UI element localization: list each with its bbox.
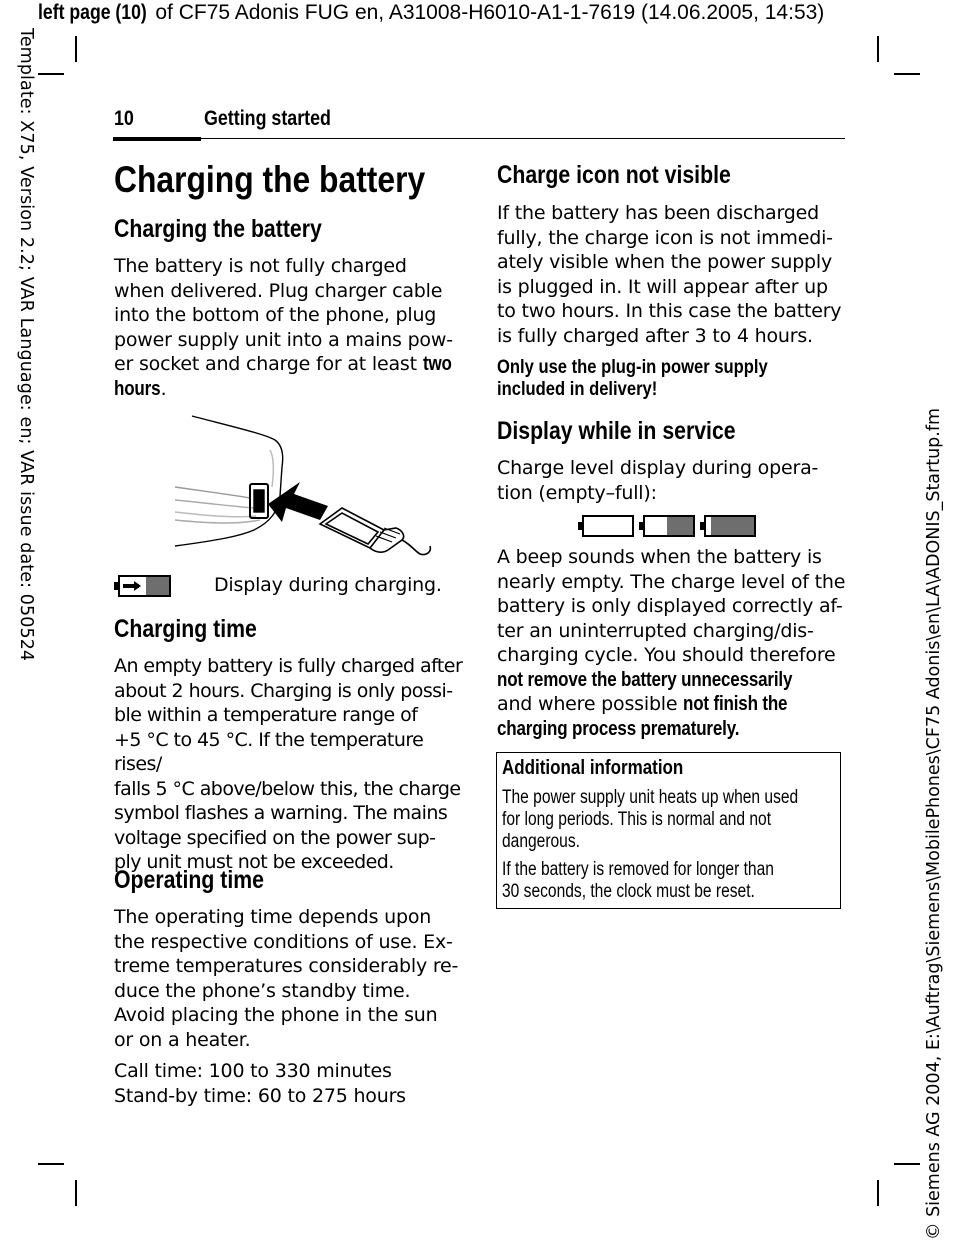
text-line: to two hours. In this case the battery <box>497 300 842 322</box>
text-line: or on a heater. <box>114 1028 251 1051</box>
battery-empty-icon <box>582 515 634 537</box>
text-line: falls 5 °C above/below this, the charge <box>114 777 461 800</box>
text-line: ply unit must not be exceeded. <box>114 851 394 873</box>
arrow-icon <box>268 482 328 522</box>
crop-mark <box>894 1163 920 1165</box>
text-line: An empty battery is fully charged after <box>114 655 463 677</box>
text-line: If the battery is removed for longer than <box>502 859 774 880</box>
charging-time-paragraph <box>114 654 474 875</box>
text-line: treme temperatures considerably re- <box>114 955 459 977</box>
power-supply-warning <box>497 356 816 400</box>
crop-mark <box>894 73 920 75</box>
text-line: charging cycle. You should therefore <box>497 644 836 666</box>
text-line: dangerous. <box>502 831 580 852</box>
template-info: Template: X75, Version 2.2; VAR Language: en; VAR issue date: 050524 <box>16 28 36 662</box>
text-line: +5 °C to 45 °C. If the temperature rises/ <box>114 728 424 775</box>
bold-emphasis: charging process prematurely. <box>497 717 740 740</box>
text-line: is fully charged after 3 to 4 hours. <box>497 324 813 347</box>
section-title: Getting started <box>204 107 331 130</box>
crop-mark <box>75 1180 77 1206</box>
text-line: er socket and charge for at least <box>114 353 423 375</box>
text-line: power supply unit into a mains pow- <box>114 328 453 351</box>
charger-illustration <box>170 412 440 564</box>
text-line: ately visible when the power supply <box>497 251 833 273</box>
warning-line: included in delivery! <box>497 378 658 400</box>
crop-mark <box>75 36 77 62</box>
text-line: If the battery has been discharged <box>497 202 819 224</box>
text-line: 30 seconds, the clock must be reset. <box>502 881 755 902</box>
battery-full-icon <box>704 515 756 537</box>
additional-info-box <box>496 752 841 909</box>
operating-time-paragraph <box>114 905 474 1052</box>
text-line: The battery is not fully charged <box>114 255 407 277</box>
subheading-charging: Charging the battery <box>114 215 322 243</box>
charging-display-label: Display during charging. <box>214 574 442 596</box>
bold-emphasis: two <box>422 353 452 375</box>
text-line: Charge level display during opera- <box>497 457 819 479</box>
text-line: battery is only displayed correctly af- <box>497 595 843 617</box>
call-time: Call time: 100 to 330 minutes <box>114 1060 392 1082</box>
text-line: is plugged in. It will appear after up <box>497 275 828 298</box>
charger-plug <box>320 508 430 555</box>
subheading-charging-time: Charging time <box>114 615 257 643</box>
text-line: duce the phone’s standby time. <box>114 979 411 1002</box>
battery-half-icon <box>643 515 695 537</box>
file-path: © Siemens AG 2004, E:\Auftrag\Siemens\MobilePhones\CF75 Adonis\en\LA\ADONIS_Startup.fm <box>924 407 944 1240</box>
text-line: The power supply unit heats up when used <box>502 787 799 808</box>
crop-mark <box>38 1163 64 1165</box>
phone-outline <box>175 416 283 546</box>
text-line: ble within a temperature range of <box>114 704 418 726</box>
text-line: symbol flashes a warning. The mains <box>114 802 448 824</box>
text-line: for long periods. This is normal and not <box>502 809 772 830</box>
subheading-charge-icon: Charge icon not visible <box>497 161 731 189</box>
warning-line: Only use the plug-in power supply <box>497 356 768 378</box>
bold-emphasis: not finish the <box>683 693 788 715</box>
text-line: ter an uninterrupted charging/dis- <box>497 619 814 642</box>
text-line: tion (empty–full): <box>497 481 657 504</box>
info-paragraph-1 <box>502 787 830 853</box>
beep-paragraph <box>497 545 847 741</box>
charging-paragraph <box>114 254 464 401</box>
page-title: Charging the battery <box>114 159 426 200</box>
text-line: fully, the charge icon is not immedi- <box>497 226 833 249</box>
text-line: nearly empty. The charge level of the <box>497 570 846 593</box>
text-line: into the bottom of the phone, plug <box>114 304 437 326</box>
charging-battery-icon <box>114 575 171 597</box>
text-line: about 2 hours. Charging is only possi- <box>114 679 453 702</box>
header-rule-accent <box>113 137 201 141</box>
crop-mark <box>38 73 64 75</box>
running-head-bold: left page (10) <box>38 1 147 24</box>
text-line: The operating time depends upon <box>114 906 432 928</box>
crop-mark <box>877 36 879 62</box>
bold-emphasis: not remove the battery unnecessarily <box>497 668 793 691</box>
crop-mark <box>877 1180 879 1206</box>
subheading-display-service: Display while in service <box>497 417 736 445</box>
text-line: when delivered. Plug charger cable <box>114 279 443 302</box>
info-title: Additional information <box>502 757 684 779</box>
standby-time: Stand-by time: 60 to 275 hours <box>114 1084 406 1107</box>
text-line: voltage specified on the power sup- <box>114 826 436 849</box>
text-line: . <box>160 377 167 400</box>
running-head-rest: of CF75 Adonis FUG en, A31008-H6010-A1-1-7619 (14.06.2005, 14:53) <box>149 1 825 24</box>
info-paragraph-2 <box>502 859 830 903</box>
text-line: A beep sounds when the battery is <box>497 546 822 568</box>
running-head <box>38 1 824 25</box>
header-rule <box>113 138 845 139</box>
text-line: the respective conditions of use. Ex- <box>114 930 453 953</box>
talk-times <box>114 1059 474 1108</box>
display-service-paragraph <box>497 456 847 505</box>
text-line: Avoid placing the phone in the sun <box>114 1004 438 1026</box>
subheading-operating-time: Operating time <box>114 866 264 894</box>
text-line: and where possible <box>497 693 684 715</box>
page-number: 10 <box>114 107 134 130</box>
bold-emphasis: hours <box>114 377 161 400</box>
charge-icon-paragraph <box>497 201 847 348</box>
